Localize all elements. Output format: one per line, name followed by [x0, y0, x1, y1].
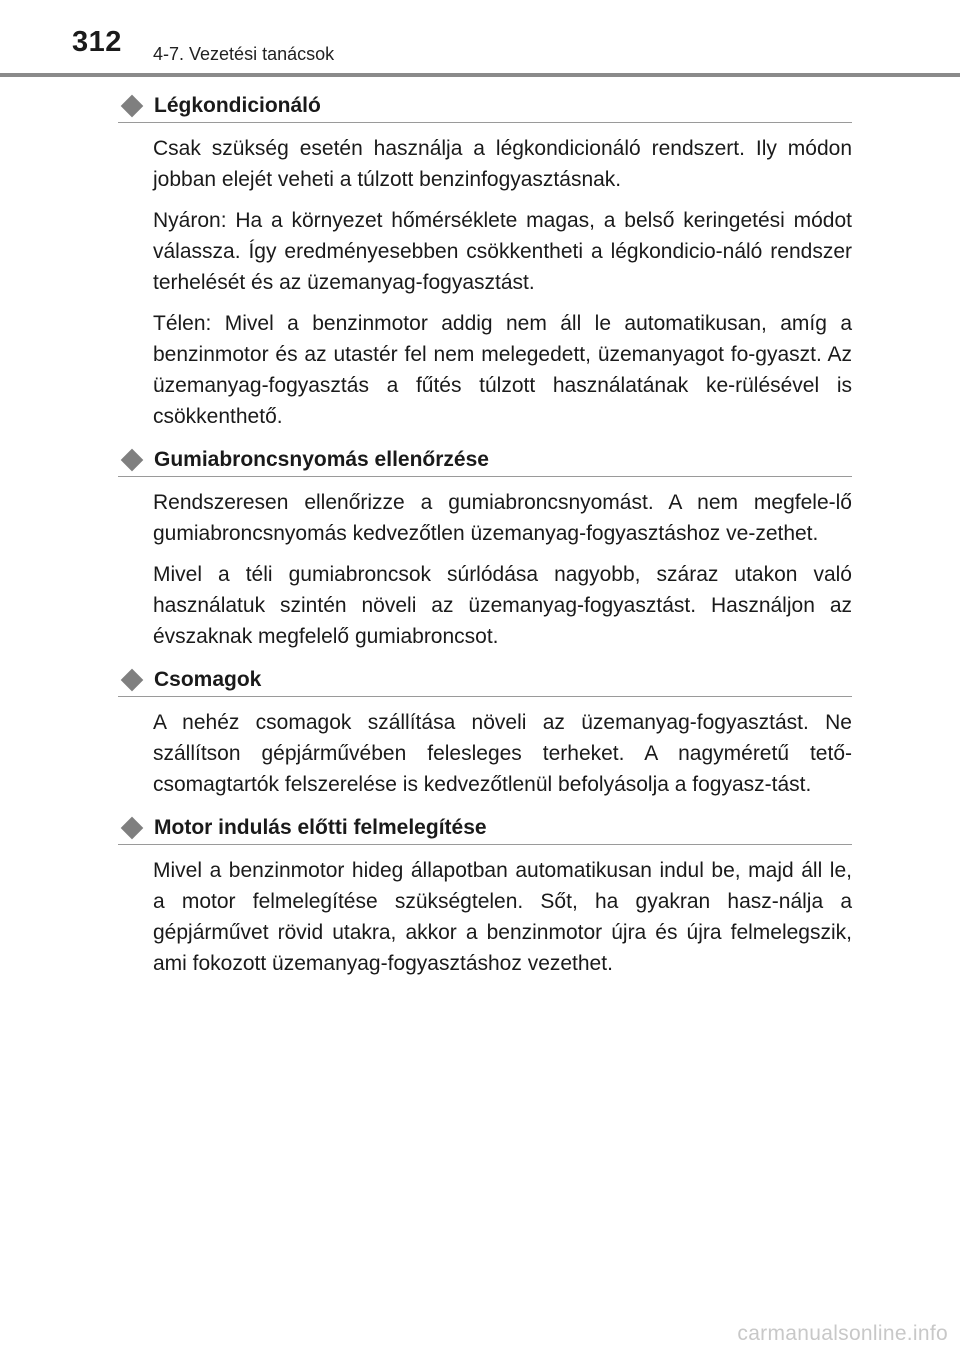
chapter-title: 4-7. Vezetési tanácsok — [153, 44, 335, 64]
heading-text: Légkondicionáló — [154, 93, 321, 117]
header-divider — [0, 73, 960, 77]
paragraph: Nyáron: Ha a környezet hőmérséklete magas, a belső keringetési módot válassza. Így eredményesebben csökkentheti a légkondicio-náló rendszer terhelését és az üzemanyag-fogyasztást. — [153, 209, 852, 294]
page-header — [0, 0, 960, 80]
watermark: carmanualsonline.info — [737, 1322, 948, 1345]
paragraph: Mivel a benzinmotor hideg állapotban automatikusan indul be, majd áll le, a motor felmelegítése szükségtelen. Sőt, ha gyakran hasz-nálja a gépjárművet rövid utakra, akkor a benzinmotor újra és újra felmelegszik, ami fokozott üzemanyag-fogyasztáshoz vezethet. — [153, 859, 852, 975]
paragraph: Rendszeresen ellenőrizze a gumiabroncsnyomást. A nem megfele-lő gumiabroncsnyomás kedvezőtlen üzemanyag-fogyasztáshoz ve-zethet. — [153, 491, 852, 545]
heading-text: Csomagok — [154, 667, 262, 691]
diamond-bullet-icon — [121, 94, 144, 117]
section-heading — [118, 664, 852, 697]
section-heading — [118, 812, 852, 845]
diamond-bullet-icon — [121, 816, 144, 839]
heading-text: Gumiabroncsnyomás ellenőrzése — [154, 447, 489, 471]
diamond-bullet-icon — [121, 668, 144, 691]
section-engine-warmup — [118, 812, 852, 979]
paragraph: Mivel a téli gumiabroncsok súrlódása nagyobb, száraz utakon való használatuk szintén növeli az üzemanyag-fogyasztást. Használjon az évszaknak megfelelő gumiabroncsot. — [153, 563, 852, 648]
heading-text: Motor indulás előtti felmelegítése — [154, 815, 487, 839]
section-air-conditioning — [118, 90, 852, 432]
paragraph: Csak szükség esetén használja a légkondicionáló rendszert. Ily módon jobban elejét veheti a túlzott benzinfogyasztásnak. — [153, 137, 852, 191]
section-heading — [118, 444, 852, 477]
page-content — [118, 90, 852, 991]
section-tire-pressure — [118, 444, 852, 652]
section-luggage — [118, 664, 852, 800]
paragraph: Télen: Mivel a benzinmotor addig nem áll le automatikusan, amíg a benzinmotor és az utastér fel nem melegedett, üzemanyagot fo-gyaszt. Az üzemanyag-fogyasztás a fűtés túlzott használatának ke-rülésével is csökkenthető. — [153, 312, 852, 428]
page-number: 312 — [72, 26, 122, 58]
section-heading — [118, 90, 852, 123]
paragraph: A nehéz csomagok szállítása növeli az üzemanyag-fogyasztást. Ne szállítson gépjárművében felesleges terheket. A nagyméretű tető-csomagtartók felszerelése is kedvezőtlenül befolyásolja a fogyasz-tást. — [153, 711, 852, 796]
diamond-bullet-icon — [121, 448, 144, 471]
